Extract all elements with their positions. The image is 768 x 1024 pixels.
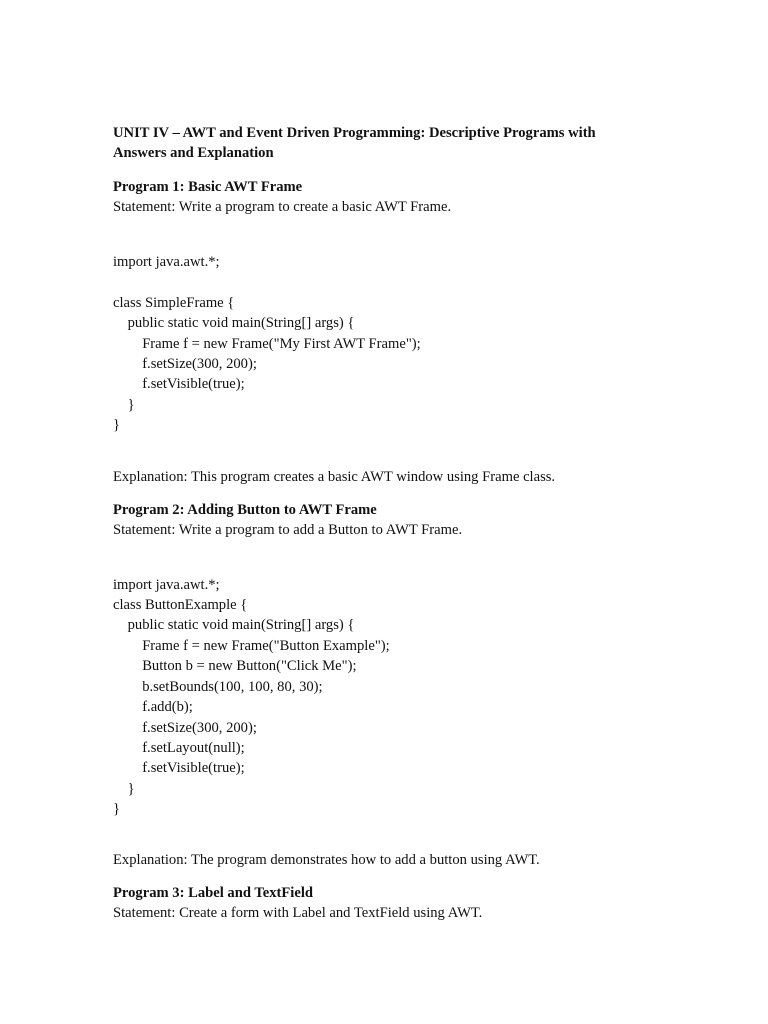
document-title-line-2: Answers and Explanation xyxy=(113,145,274,161)
program-2-section xyxy=(113,500,673,870)
program-2-heading: Program 2: Adding Button to AWT Frame xyxy=(113,501,377,518)
program-1-explanation: Explanation: This program creates a basic AWT window using Frame class. xyxy=(113,468,556,485)
program-3-heading: Program 3: Label and TextField xyxy=(113,884,313,901)
program-1-heading: Program 1: Basic AWT Frame xyxy=(113,179,303,195)
program-1-section xyxy=(113,177,673,487)
program-3-section xyxy=(113,883,673,923)
program-1-code: import java.awt.*; class SimpleFrame { public static void main(String[] args) { Frame f = new Frame("My First AWT Frame"); f.setSize(300, 200); f.setVisible(true); } } xyxy=(113,254,421,434)
program-2-explanation: Explanation: The program demonstrates how to add a button using AWT. xyxy=(113,851,540,868)
program-2-statement: Statement: Write a program to add a Button to AWT Frame. xyxy=(113,521,463,538)
document-title xyxy=(113,123,673,163)
program-2-code: import java.awt.*; class ButtonExample { public static void main(String[] args) { Frame f = new Frame("Button Example"); Button b = new Button("Click Me"); b.setBounds(100, 100, 80, 30); f.add(b); f.setSize(300, 200); f.setLayout(null); f.setVisible(true); } } xyxy=(113,576,390,818)
program-3-statement: Statement: Create a form with Label and TextField using AWT. xyxy=(113,904,483,921)
document-page xyxy=(113,123,673,923)
document-title-line-1: UNIT IV – AWT and Event Driven Programming: Descriptive Programs with xyxy=(113,125,596,141)
program-1-statement: Statement: Write a program to create a basic AWT Frame. xyxy=(113,199,452,215)
